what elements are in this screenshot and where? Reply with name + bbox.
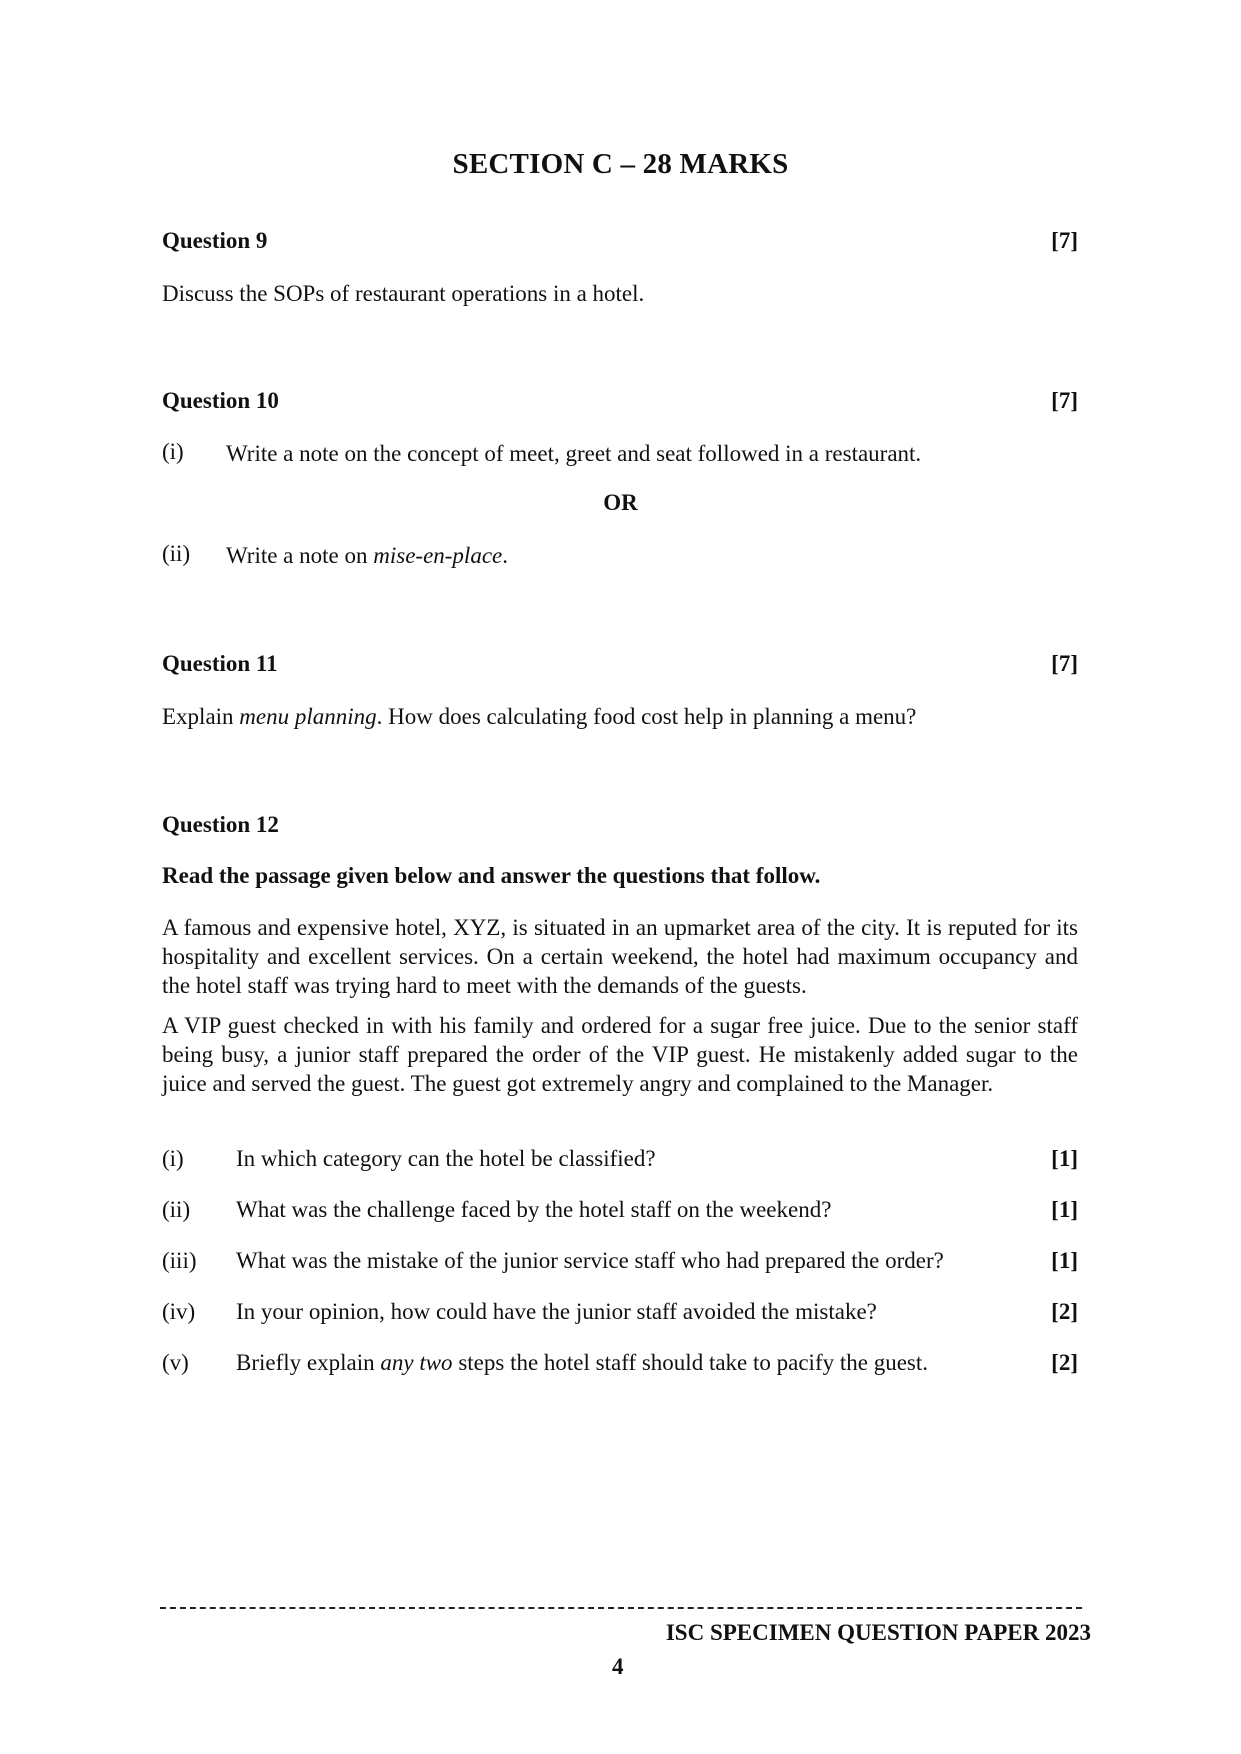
or-separator: OR [603,490,638,515]
subquestion-number: (iii) [162,1248,197,1273]
page-number: 4 [612,1654,624,1679]
question-10-marks: [7] [1051,388,1078,413]
subquestion-marks: [2] [1051,1350,1078,1375]
footer-title: ISC SPECIMEN QUESTION PAPER 2023 [665,1620,1091,1645]
subquestion-text: What was the mistake of the junior service staff who had prepared the order? [236,1248,944,1273]
q10-part2-italic: mise-en-place [373,543,503,568]
question-9-marks: [7] [1051,228,1078,253]
passage-paragraph-2: A VIP guest checked in with his family and ordered for a sugar free juice. Due to the senior staff being busy, a junior staff prepared the order of the VIP guest. He mistakenly added sugar to the juice and served the guest. The guest got extremely angry and complained to the Manager. [162,1013,1078,1096]
question-11-heading: Question 11 [162,651,278,676]
question-9-text: Discuss the SOPs of restaurant operations in a hotel. [162,281,645,306]
question-10-heading: Question 10 [162,388,279,413]
section-title: SECTION C – 28 MARKS [452,148,789,180]
q11-italic: menu planning [239,704,377,729]
subquestion-text [236,1350,928,1376]
subquestion-number: (iv) [162,1299,196,1324]
question-11-text [162,702,916,731]
subq5-italic: any two [380,1350,453,1375]
question-10-part-1-text: Write a note on the concept of meet, greet and seat followed in a restaurant. [226,441,922,466]
q10-part2-before: Write a note on [226,543,374,568]
q11-before: Explain [162,704,240,729]
question-10-part-2-text [226,541,508,570]
question-11-marks: [7] [1051,651,1078,676]
subquestion-marks: [2] [1051,1299,1078,1324]
question-12-instruction: Read the passage given below and answer the questions that follow. [162,863,821,888]
subquestion-marks: [1] [1051,1248,1078,1273]
subquestion-text: In your opinion, how could have the junior staff avoided the mistake? [236,1299,877,1324]
subquestion-number: (ii) [162,1197,191,1222]
subquestion-text: In which category can the hotel be classified? [236,1146,656,1171]
question-12-heading: Question 12 [162,812,279,837]
subquestion-number: (i) [162,1146,184,1171]
subq5-after: steps the hotel staff should take to pacify the guest. [452,1350,929,1375]
q10-part2-after: . [502,543,508,568]
subquestion-text: What was the challenge faced by the hotel staff on the weekend? [236,1197,832,1222]
subquestion-number: (v) [162,1350,189,1375]
passage-paragraph-1: A famous and expensive hotel, XYZ, is situated in an upmarket area of the city. It is reputed for its hospitality and excellent services. On a certain weekend, the hotel had maximum occupancy and the hotel staff was trying hard to meet with the demands of the guests. [162,915,1078,998]
question-10-part-2-number: (ii) [162,541,191,566]
subq5-before: Briefly explain [236,1350,381,1375]
footer-divider [160,1607,1082,1609]
question-10-part-1-number: (i) [162,439,184,464]
q11-after: . How does calculating food cost help in planning a menu? [376,704,917,729]
subquestion-marks: [1] [1051,1197,1078,1222]
question-9-heading: Question 9 [162,228,268,253]
subquestion-marks: [1] [1051,1146,1078,1171]
